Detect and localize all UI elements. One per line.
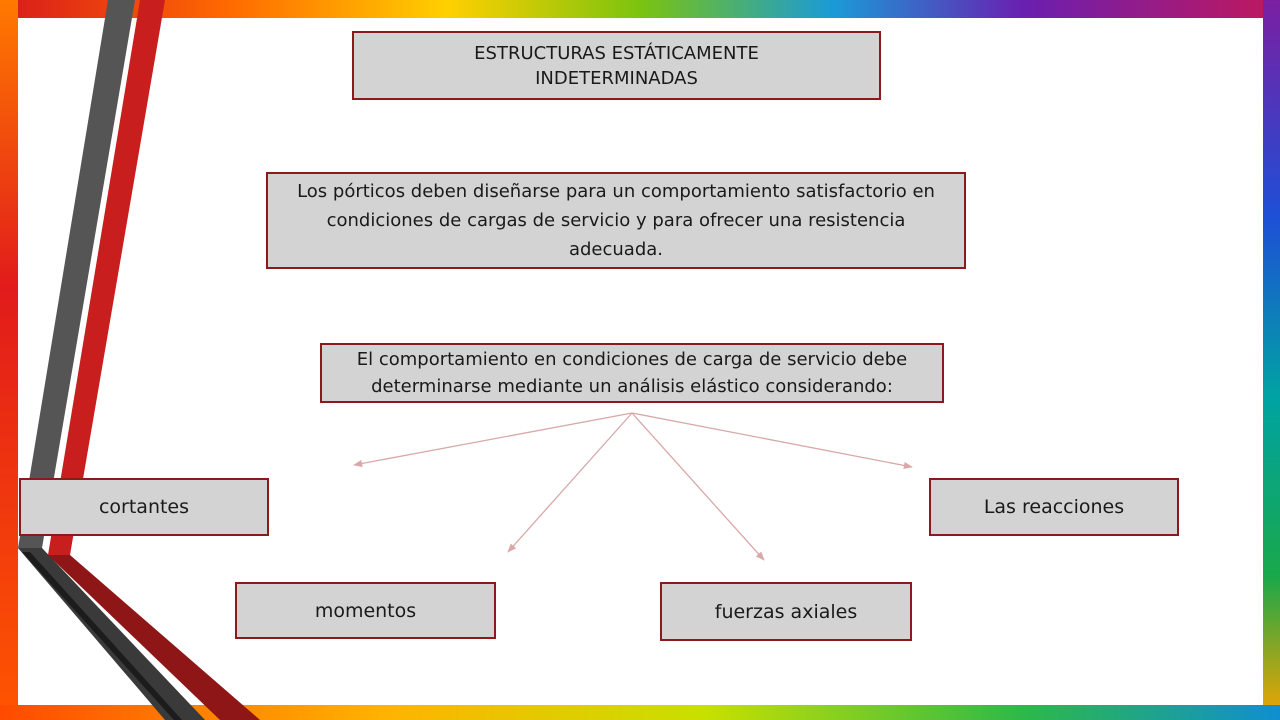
momentos-label: momentos — [314, 599, 417, 622]
reacciones-box — [929, 478, 1179, 536]
behavior-text: El comportamiento en condiciones de carga de servicio debe determinarse mediante un análisis elástico considerando: — [356, 349, 908, 397]
arrow-to-momentos — [508, 413, 632, 552]
momentos-box — [235, 582, 496, 639]
behavior-box — [320, 343, 944, 403]
reacciones-label: Las reacciones — [983, 496, 1125, 518]
arrow-to-cortantes — [354, 413, 632, 465]
cortantes-label: cortantes — [98, 496, 190, 518]
intro-text: Los pórticos deben diseñarse para un comportamiento satisfactorio en condiciones de cargas de servicio y para ofrecer una resistencia adecuada. — [297, 181, 935, 260]
intro-box — [266, 172, 966, 269]
axiales-box — [660, 582, 912, 641]
cortantes-box — [19, 478, 269, 536]
diagram-title: ESTRUCTURAS ESTÁTICAMENTE INDETERMINADAS — [474, 42, 759, 89]
diagram-title-box — [352, 31, 881, 100]
axiales-label: fuerzas axiales — [714, 600, 858, 623]
